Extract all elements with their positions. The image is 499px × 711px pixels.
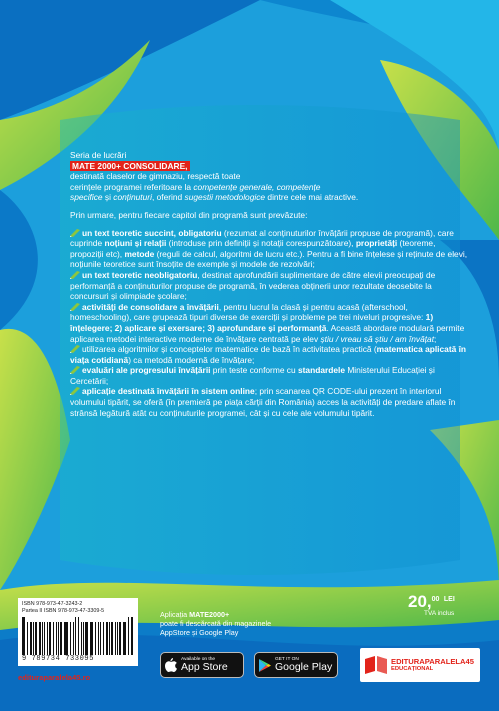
pencil-bullet-icon bbox=[70, 345, 80, 353]
barcode-bar bbox=[81, 622, 83, 655]
price-value: 20, bbox=[408, 592, 432, 611]
publisher-subtitle: EDUCAȚIONAL bbox=[391, 665, 434, 672]
barcode-bar bbox=[49, 622, 51, 655]
barcode-bar bbox=[27, 622, 28, 655]
isbn-line: ISBN 978-973-47-3243-2 bbox=[22, 601, 83, 607]
series-name-highlight: MATE 2000+ CONSOLIDARE, bbox=[72, 160, 188, 171]
barcode-bar bbox=[67, 622, 68, 655]
barcode-bar bbox=[106, 622, 108, 655]
price-cents: 00 bbox=[431, 596, 440, 603]
intro-line: destinată claselor de gimnaziu, respectă toate bbox=[70, 171, 241, 182]
list-item: evaluări ale progresului învățării prin teste conforme cu standardele Ministerului Educației și Cercetării; bbox=[70, 365, 435, 386]
barcode-bar bbox=[85, 622, 87, 655]
barcode-bar bbox=[100, 622, 101, 655]
barcode-bar bbox=[39, 622, 41, 655]
barcode-bar bbox=[73, 622, 75, 655]
pencil-bullet-icon bbox=[70, 271, 80, 279]
pencil-bullet-icon bbox=[70, 229, 80, 237]
barcode-bar bbox=[64, 622, 66, 655]
list-item: un text teoretic succint, obligatoriu (rezumat al conținuturilor învățării propuse de programă), care cuprinde noțiuni și relații (introduse prin definiții și notații corespunzătoare), proprietăți (teoreme, propoziții etc), metode (reguli de calcul, algoritmi de lucru etc.). Pentru a fi bine înțelese și reținute de elevi, noțiunile teoretice sunt însoțite de exemple și modele de rezolvări; bbox=[70, 227, 468, 270]
barcode-bar bbox=[123, 622, 125, 655]
book-logo-icon bbox=[365, 656, 387, 674]
barcode-bar bbox=[33, 622, 34, 655]
intro-block bbox=[70, 150, 470, 203]
app-store-small-text: Available on the bbox=[181, 657, 216, 662]
publisher-logo: EDITURAPARALELA45 EDUCAȚIONAL bbox=[360, 648, 480, 682]
app-info-line: poate fi descărcată din magazinele bbox=[160, 619, 272, 628]
barcode-bar bbox=[53, 622, 55, 655]
pencil-bullet-icon bbox=[70, 387, 80, 395]
price-currency: LEI bbox=[443, 596, 455, 603]
barcode-bar bbox=[103, 622, 104, 655]
isbn-label bbox=[18, 598, 138, 666]
barcode-bar bbox=[109, 622, 110, 655]
barcode-bar bbox=[125, 622, 126, 655]
barcode-bar bbox=[131, 617, 133, 655]
barcode-bar bbox=[35, 622, 37, 655]
barcode-bar bbox=[92, 622, 93, 655]
vat-note: TVA inclus bbox=[424, 610, 455, 617]
barcode-bar bbox=[95, 622, 96, 655]
app-store-badge[interactable] bbox=[160, 652, 244, 678]
barcode-bar bbox=[90, 622, 92, 655]
intro-line: Seria de lucrări bbox=[70, 150, 127, 160]
barcode-bar bbox=[60, 622, 62, 655]
list-item: un text teoretic neobligatoriu, destinat aprofundării suplimentare de către elevii preocupați de performanță a conținuturilor propuse de programă, în vederea obținerii unor rezultate deosebite la concursuri și olimpiade școlare; bbox=[70, 269, 436, 302]
barcode-bar bbox=[70, 622, 71, 655]
barcode-bar bbox=[30, 622, 32, 655]
app-store-text: App Store bbox=[181, 661, 228, 673]
barcode-bar bbox=[111, 622, 113, 655]
list-item: utilizarea algoritmilor și conceptelor matematice de bază în activitatea practică (matematica aplicată în viața cotidiană) ca metodă modernă de învățare; bbox=[70, 344, 467, 365]
barcode-image bbox=[22, 617, 134, 655]
barcode-bar bbox=[78, 617, 79, 655]
google-play-badge[interactable] bbox=[254, 652, 338, 678]
intro-line: cerințele programei referitoare la competențe generale, competențe bbox=[70, 181, 321, 192]
barcode-bar bbox=[24, 617, 25, 655]
barcode-bar bbox=[83, 622, 84, 655]
app-info: Aplicația MATE2000+ poate fi descărcată din magazinele AppStore și Google Play bbox=[160, 610, 320, 637]
publisher-website: edituraparalela45.ro bbox=[18, 673, 91, 682]
barcode-bar bbox=[75, 617, 76, 655]
barcode-bar bbox=[117, 622, 118, 655]
isbn-line: Partea II ISBN 978-973-47-3309-5 bbox=[22, 607, 105, 614]
barcode-bar bbox=[44, 622, 45, 655]
barcode-bar bbox=[22, 617, 24, 655]
google-play-icon bbox=[259, 659, 271, 672]
pencil-bullet-icon bbox=[70, 366, 80, 374]
barcode-number: 9 789734 733095 bbox=[22, 655, 95, 663]
barcode-bar bbox=[98, 622, 100, 655]
store-badges bbox=[160, 652, 338, 678]
lead-paragraph: Prin urmare, pentru fiecare capitol din programă sunt prevăzute: bbox=[70, 209, 308, 220]
intro-line: specifice și conținuturi, oferind sugestii metodologice dintre cele mai atractive. bbox=[70, 192, 359, 203]
pencil-bullet-icon bbox=[70, 303, 80, 311]
list-item: activități de consolidare a învățării, pentru lucrul la clasă și pentru acasă (afterschool, homeschooling), care grupează tipuri diverse de exerciții și probleme pe trei niveluri progresive: 1) înțelegere; 2) aplicare și exersare; 3) aprofundare și performanță. Această abordare modulară permite aplicarea metodei interactive moderne de învățare centrată pe elev știu / vreau să știu / am învățat; bbox=[70, 301, 465, 344]
apple-icon bbox=[165, 658, 177, 672]
google-play-text: Google Play bbox=[275, 661, 333, 673]
barcode-bar bbox=[58, 622, 59, 655]
barcode-bar bbox=[119, 622, 121, 655]
list-item: aplicație destinată învățării în sistem online; prin scanarea QR CODE-ului prezent în interiorul volumului tipărit, se oferă (în premieră pe piața cărții din România) acces la activități de predare aflate în strânsă legătură atât cu conținuturile programei, cât și cu cele ale volumului tipărit. bbox=[70, 386, 456, 418]
google-play-small-text: GET IT ON bbox=[275, 657, 299, 662]
description-text bbox=[70, 150, 470, 418]
barcode-bar bbox=[128, 617, 129, 655]
app-info-line: AppStore și Google Play bbox=[160, 628, 239, 637]
price-tag bbox=[408, 592, 455, 617]
barcode-bar bbox=[42, 622, 43, 655]
